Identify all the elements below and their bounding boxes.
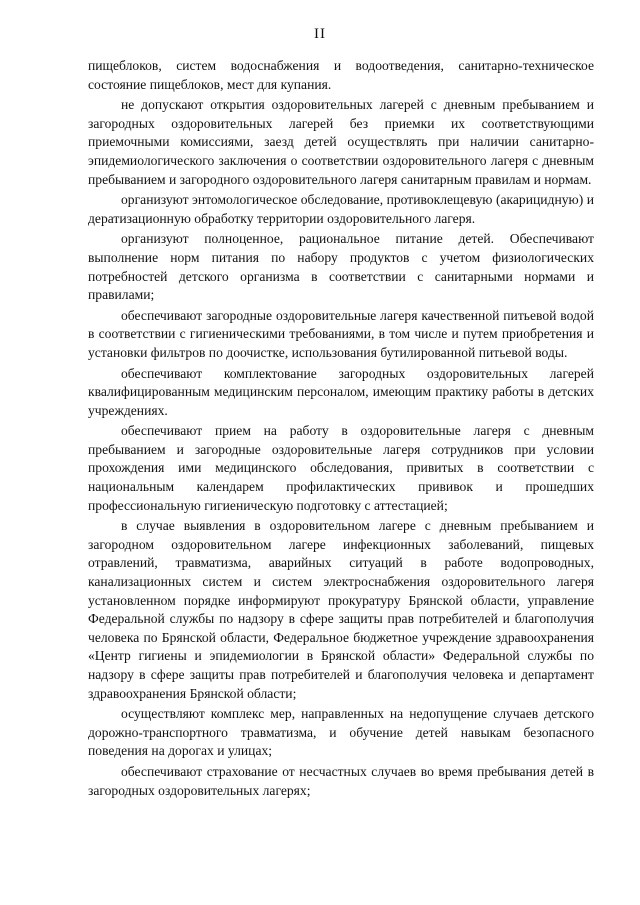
paragraph: не допускают открытия оздоровительных лагерей с дневным пребыванием и загородных оздоровительных лагерей без приемки их соответствующими приемочными комиссиями, заезд детей осуществлять при наличии санитарно-эпидемиологического заключения о соответствии оздоровительного лагеря с дневным пребыванием и загородного оздоровительного лагеря санитарным правилам и нормам. [88, 97, 594, 187]
page-number: II [314, 26, 326, 42]
paragraph: обеспечивают прием на работу в оздоровительные лагеря с дневным пребыванием и загородные оздоровительные лагеря сотрудников при условии прохождения ими медицинского обследования, привитых в соответствии с национальным календарем профилактических прививок и прошедших профессиональную гигиеническую подготовку с аттестацией; [88, 423, 594, 513]
paragraph: организуют полноценное, рациональное питание детей. Обеспечивают выполнение норм питания по набору продуктов с учетом физиологических потребностей детского организма в соответствии с санитарными нормами и правилами; [88, 231, 594, 303]
paragraph: обеспечивают комплектование загородных оздоровительных лагерей квалифицированным медицинским персоналом, имеющим практику работы в детских учреждениях. [88, 365, 594, 418]
paragraph: в случае выявления в оздоровительном лагере с дневным пребыванием и загородном оздоровительном лагере инфекционных заболеваний, пищевых отравлений, травматизма, аварийных ситуаций в работе водопроводных, канализационных систем и систем электроснабжения оздоровительного лагеря установленном порядке информируют прокуратуру Брянской области, управление Федеральной службы по надзору в сфере защиты прав потребителей и благополучия человека по Брянской области, Федеральное бюджетное учреждение здравоохранения «Центр гигиены и эпидемиологии в Брянской области» Федеральной службы по надзору в сфере защиты прав потребителей и благополучия человека и департамент здравоохранения Брянской области; [88, 518, 594, 701]
paragraph: обеспечивают страхование от несчастных случаев во время пребывания детей в загородных оздоровительных лагерях; [88, 763, 594, 798]
paragraph: обеспечивают загородные оздоровительные лагеря качественной питьевой водой в соответствии с гигиеническими требованиями, в том числе и путем приобретения и установки фильтров по доочистке, использования бутилированной питьевой воды. [88, 307, 594, 360]
document-body [88, 57, 594, 802]
paragraph: осуществляют комплекс мер, направленных на недопущение случаев детского дорожно-транспортного травматизма, и обучение детей навыкам безопасного поведения на дорогах и улицах; [88, 706, 594, 759]
paragraph-continuation: пищеблоков, систем водоснабжения и водоотведения, санитарно-техническое состояние пищеблоков, мест для купания. [88, 58, 594, 92]
paragraph: организуют энтомологическое обследование, противоклещевую (акарицидную) и дератизационную обработку территории оздоровительного лагеря. [88, 192, 594, 226]
